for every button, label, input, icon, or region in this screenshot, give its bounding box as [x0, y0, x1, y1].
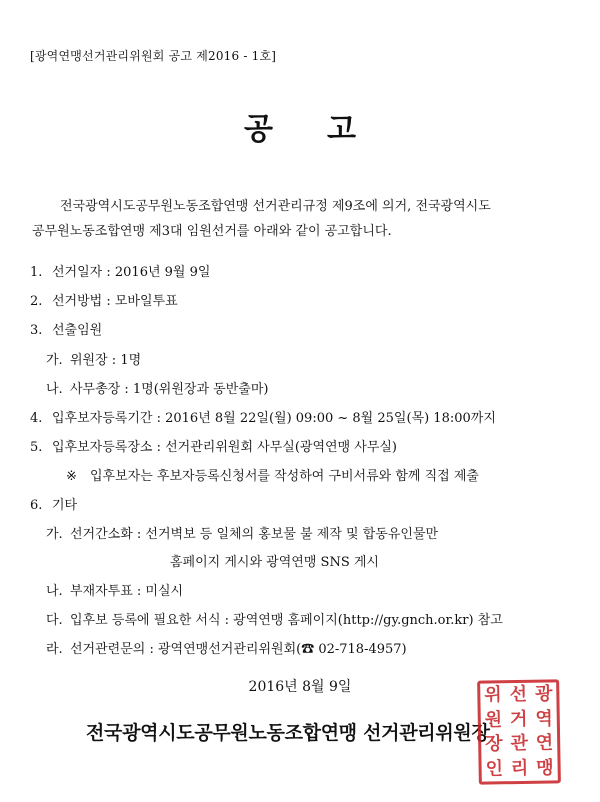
seal-character: 원	[484, 709, 503, 731]
item-number: 가.	[46, 353, 63, 368]
seal-character: 리	[510, 757, 529, 779]
intro-line-2: 공무원노동조합연맹 제3대 임원선거를 아래와 같이 공고합니다.	[32, 224, 392, 239]
list-item	[66, 465, 479, 484]
title-char-2: 고	[327, 112, 356, 147]
seal-character: 선	[509, 684, 528, 706]
list-item	[170, 551, 379, 570]
seal-character: 맹	[536, 757, 554, 779]
list-item	[46, 638, 407, 657]
seal-character: 역	[535, 708, 553, 730]
item-text: 선거방법 : 모바일투표	[52, 294, 178, 309]
item-number: 나.	[46, 584, 63, 599]
page-title	[0, 104, 600, 148]
seal-character: 관	[510, 733, 529, 755]
list-item	[30, 290, 178, 309]
list-item	[30, 436, 397, 455]
list-item	[46, 580, 183, 599]
item-number: 6.	[30, 498, 43, 513]
notice-date: 2016년 8월 9일	[248, 679, 352, 695]
seal-character: 연	[535, 732, 554, 754]
item-number: 다.	[46, 613, 63, 628]
item-text: 선출임원	[52, 323, 103, 338]
item-number: 1.	[30, 265, 43, 280]
item-text: 위원장 : 1명	[70, 353, 142, 368]
item-text: 부재자투표 : 미실시	[70, 584, 184, 599]
note-mark: ※	[66, 469, 77, 484]
item-number: 3.	[30, 323, 43, 338]
list-item	[30, 407, 496, 426]
list-item	[46, 349, 141, 368]
item-number: 5.	[30, 440, 43, 455]
item-text: 입후보자는 후보자등록신청서를 작성하여 구비서류와 함께 직접 제출	[90, 469, 479, 484]
list-item	[46, 378, 268, 397]
seal-character: 장	[484, 733, 503, 755]
intro-line-1: 전국광역시도공무원노동조합연맹 선거관리규정 제9조에 의거, 전국광역시도	[60, 199, 491, 214]
seal-character: 거	[509, 708, 528, 730]
list-item	[30, 261, 210, 280]
item-number: 2.	[30, 294, 43, 309]
item-text: 입후보자등록장소 : 선거관리위원회 사무실(광역연맹 사무실)	[52, 440, 398, 455]
list-item	[30, 494, 77, 513]
list-item	[46, 523, 438, 542]
item-text: 선거관련문의 : 광역연맹선거관리위원회(☎ 02-718-4957)	[70, 642, 407, 657]
item-text: 선거일자 : 2016년 9월 9일	[52, 265, 211, 280]
item-text: 입후보 등록에 필요한 서식 : 광역연맹 홈페이지(http://gy.gnch.or.kr) 참고	[70, 613, 503, 628]
organization-name: 전국광역시도공무원노동조합연맹 선거관리위원장	[86, 722, 490, 744]
item-number: 가.	[46, 527, 63, 542]
item-number: 라.	[46, 642, 63, 657]
item-text: 입후보자등록기간 : 2016년 8월 22일(월) 09:00 ~ 8월 25일(목) 18:00까지	[52, 411, 496, 426]
seal-character: 광	[534, 683, 553, 705]
seal-character: 인	[485, 758, 504, 780]
intro-paragraph	[32, 194, 580, 244]
list-item	[46, 609, 503, 628]
seal-character: 위	[484, 684, 502, 706]
item-number: 4.	[30, 411, 43, 426]
item-text: 선거간소화 : 선거벽보 등 일체의 홍보물 불 제작 및 합동유인물만	[70, 527, 439, 542]
official-seal	[477, 679, 561, 784]
notice-number: [광역연맹선거관리위원회 공고 제2016 - 1호]	[30, 49, 277, 63]
item-number: 나.	[46, 382, 63, 397]
list-item	[30, 319, 102, 338]
item-text: 사무총장 : 1명(위원장과 동반출마)	[70, 382, 269, 397]
item-text: 홈페이지 게시와 광역연맹 SNS 게시	[170, 555, 379, 570]
item-text: 기타	[52, 498, 78, 513]
title-char-1: 공	[244, 112, 273, 147]
